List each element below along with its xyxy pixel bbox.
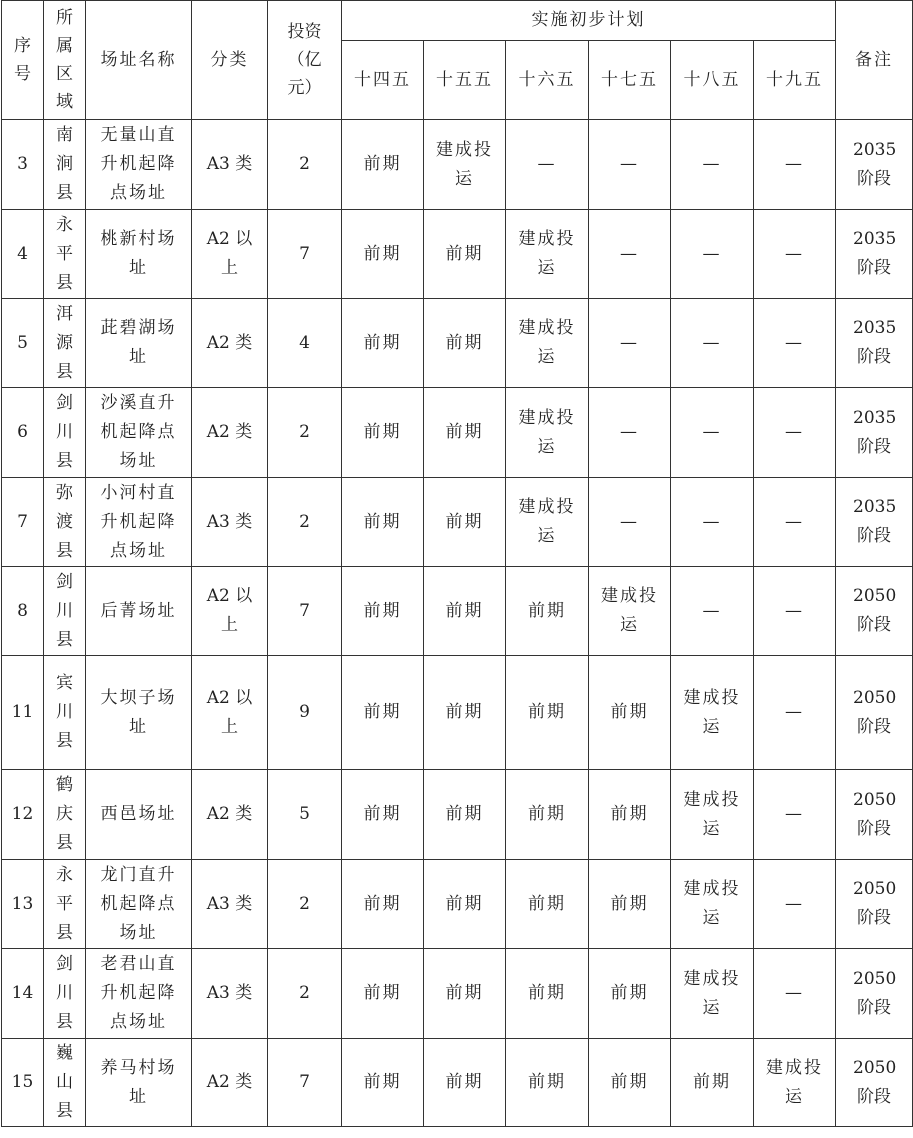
investment-cell: 2 <box>268 388 342 478</box>
period-cell: — <box>754 299 836 388</box>
period-cell: 前期 <box>589 656 671 770</box>
period-cell: — <box>754 770 836 860</box>
period-cell: 前期 <box>342 1039 424 1127</box>
investment-cell: 7 <box>268 210 342 299</box>
period-cell: — <box>671 478 754 567</box>
category-cell: A2 以上 <box>192 210 268 299</box>
period-cell: 前期 <box>506 770 589 860</box>
period-cell: 建成投运 <box>671 860 754 949</box>
header-period: 十九五 <box>754 41 836 120</box>
table-row <box>2 656 913 770</box>
category-cell: A2 以上 <box>192 656 268 770</box>
period-cell: — <box>754 949 836 1039</box>
period-cell: 前期 <box>589 949 671 1039</box>
period-cell: — <box>506 120 589 210</box>
period-cell: 建成投运 <box>506 388 589 478</box>
period-cell: 前期 <box>424 210 506 299</box>
header-category: 分类 <box>192 1 268 120</box>
period-cell: — <box>671 567 754 656</box>
period-cell: 建成投运 <box>754 1039 836 1127</box>
period-cell: 前期 <box>506 1039 589 1127</box>
category-cell: A3 类 <box>192 860 268 949</box>
region-cell: 弥渡县 <box>44 478 86 567</box>
period-cell: 前期 <box>342 949 424 1039</box>
investment-cell: 9 <box>268 656 342 770</box>
seq-cell: 12 <box>2 770 44 860</box>
period-cell: — <box>754 210 836 299</box>
site-cell: 老君山直升机起降点场址 <box>86 949 192 1039</box>
period-cell: 前期 <box>424 478 506 567</box>
seq-cell: 6 <box>2 388 44 478</box>
site-cell: 龙门直升机起降点场址 <box>86 860 192 949</box>
period-cell: — <box>589 388 671 478</box>
table-row <box>2 770 913 860</box>
period-cell: 前期 <box>424 949 506 1039</box>
region-cell: 宾川县 <box>44 656 86 770</box>
period-cell: 前期 <box>424 299 506 388</box>
period-cell: — <box>754 860 836 949</box>
site-plan-table <box>1 0 913 1127</box>
remark-cell: 2035阶段 <box>836 120 913 210</box>
region-cell: 剑川县 <box>44 949 86 1039</box>
header-period: 十八五 <box>671 41 754 120</box>
header-period: 十五五 <box>424 41 506 120</box>
region-cell: 南涧县 <box>44 120 86 210</box>
table-row <box>2 388 913 478</box>
table-row <box>2 210 913 299</box>
region-cell: 巍山县 <box>44 1039 86 1127</box>
period-cell: 前期 <box>424 860 506 949</box>
period-cell: 建成投运 <box>671 656 754 770</box>
remark-cell: 2035阶段 <box>836 299 913 388</box>
table-row <box>2 860 913 949</box>
period-cell: 前期 <box>671 1039 754 1127</box>
investment-cell: 2 <box>268 120 342 210</box>
period-cell: 前期 <box>342 770 424 860</box>
remark-cell: 2050阶段 <box>836 860 913 949</box>
header-region: 所属区域 <box>44 1 86 120</box>
investment-cell: 2 <box>268 949 342 1039</box>
period-cell: — <box>754 567 836 656</box>
period-cell: — <box>754 120 836 210</box>
seq-cell: 15 <box>2 1039 44 1127</box>
remark-cell: 2050阶段 <box>836 1039 913 1127</box>
remark-cell: 2035阶段 <box>836 388 913 478</box>
period-cell: 前期 <box>424 656 506 770</box>
remark-cell: 2050阶段 <box>836 656 913 770</box>
region-cell: 永平县 <box>44 860 86 949</box>
header-period: 十四五 <box>342 41 424 120</box>
remark-cell: 2035阶段 <box>836 210 913 299</box>
period-cell: — <box>589 478 671 567</box>
period-cell: 建成投运 <box>424 120 506 210</box>
table-row <box>2 1039 913 1127</box>
region-cell: 剑川县 <box>44 388 86 478</box>
investment-cell: 5 <box>268 770 342 860</box>
category-cell: A3 类 <box>192 478 268 567</box>
region-cell: 洱源县 <box>44 299 86 388</box>
period-cell: 前期 <box>589 770 671 860</box>
category-cell: A2 类 <box>192 770 268 860</box>
period-cell: 前期 <box>342 567 424 656</box>
seq-cell: 4 <box>2 210 44 299</box>
period-cell: 前期 <box>424 770 506 860</box>
period-cell: 建成投运 <box>506 210 589 299</box>
region-cell: 永平县 <box>44 210 86 299</box>
header-remark: 备注 <box>836 1 913 120</box>
period-cell: 建成投运 <box>671 770 754 860</box>
period-cell: — <box>754 478 836 567</box>
investment-cell: 7 <box>268 1039 342 1127</box>
category-cell: A2 类 <box>192 388 268 478</box>
table-row <box>2 120 913 210</box>
period-cell: — <box>589 120 671 210</box>
period-cell: 前期 <box>506 949 589 1039</box>
period-cell: 前期 <box>589 1039 671 1127</box>
header-site-name: 场址名称 <box>86 1 192 120</box>
period-cell: 前期 <box>506 567 589 656</box>
region-cell: 剑川县 <box>44 567 86 656</box>
header-plan: 实施初步计划 <box>342 1 836 41</box>
seq-cell: 13 <box>2 860 44 949</box>
site-cell: 小河村直升机起降点场址 <box>86 478 192 567</box>
table-row <box>2 567 913 656</box>
category-cell: A2 以上 <box>192 567 268 656</box>
header-seq: 序号 <box>2 1 44 120</box>
period-cell: 建成投运 <box>671 949 754 1039</box>
header-investment: 投资（亿元） <box>268 1 342 120</box>
investment-cell: 2 <box>268 860 342 949</box>
period-cell: 前期 <box>342 210 424 299</box>
site-cell: 西邑场址 <box>86 770 192 860</box>
period-cell: — <box>754 388 836 478</box>
seq-cell: 7 <box>2 478 44 567</box>
period-cell: 建成投运 <box>506 478 589 567</box>
header-period: 十七五 <box>589 41 671 120</box>
category-cell: A2 类 <box>192 299 268 388</box>
header-period: 十六五 <box>506 41 589 120</box>
category-cell: A3 类 <box>192 120 268 210</box>
site-cell: 大坝子场址 <box>86 656 192 770</box>
site-cell: 养马村场址 <box>86 1039 192 1127</box>
table-row <box>2 478 913 567</box>
remark-cell: 2050阶段 <box>836 567 913 656</box>
table-row <box>2 949 913 1039</box>
site-cell: 沙溪直升机起降点场址 <box>86 388 192 478</box>
period-cell: — <box>671 299 754 388</box>
period-cell: 前期 <box>424 388 506 478</box>
period-cell: — <box>589 299 671 388</box>
period-cell: 前期 <box>424 567 506 656</box>
site-cell: 无量山直升机起降点场址 <box>86 120 192 210</box>
remark-cell: 2035阶段 <box>836 478 913 567</box>
table-row <box>2 299 913 388</box>
seq-cell: 8 <box>2 567 44 656</box>
remark-cell: 2050阶段 <box>836 949 913 1039</box>
period-cell: 建成投运 <box>506 299 589 388</box>
investment-cell: 2 <box>268 478 342 567</box>
seq-cell: 3 <box>2 120 44 210</box>
category-cell: A3 类 <box>192 949 268 1039</box>
period-cell: — <box>589 210 671 299</box>
period-cell: 前期 <box>506 656 589 770</box>
investment-cell: 4 <box>268 299 342 388</box>
seq-cell: 14 <box>2 949 44 1039</box>
investment-cell: 7 <box>268 567 342 656</box>
category-cell: A2 类 <box>192 1039 268 1127</box>
site-cell: 桃新村场址 <box>86 210 192 299</box>
period-cell: 前期 <box>589 860 671 949</box>
seq-cell: 5 <box>2 299 44 388</box>
period-cell: 建成投运 <box>589 567 671 656</box>
period-cell: 前期 <box>424 1039 506 1127</box>
site-cell: 茈碧湖场址 <box>86 299 192 388</box>
region-cell: 鹤庆县 <box>44 770 86 860</box>
site-cell: 后菁场址 <box>86 567 192 656</box>
period-cell: 前期 <box>342 656 424 770</box>
period-cell: 前期 <box>506 860 589 949</box>
period-cell: 前期 <box>342 299 424 388</box>
period-cell: — <box>671 388 754 478</box>
period-cell: 前期 <box>342 388 424 478</box>
period-cell: 前期 <box>342 478 424 567</box>
period-cell: — <box>671 120 754 210</box>
period-cell: — <box>671 210 754 299</box>
period-cell: 前期 <box>342 860 424 949</box>
period-cell: 前期 <box>342 120 424 210</box>
remark-cell: 2050阶段 <box>836 770 913 860</box>
period-cell: — <box>754 656 836 770</box>
seq-cell: 11 <box>2 656 44 770</box>
